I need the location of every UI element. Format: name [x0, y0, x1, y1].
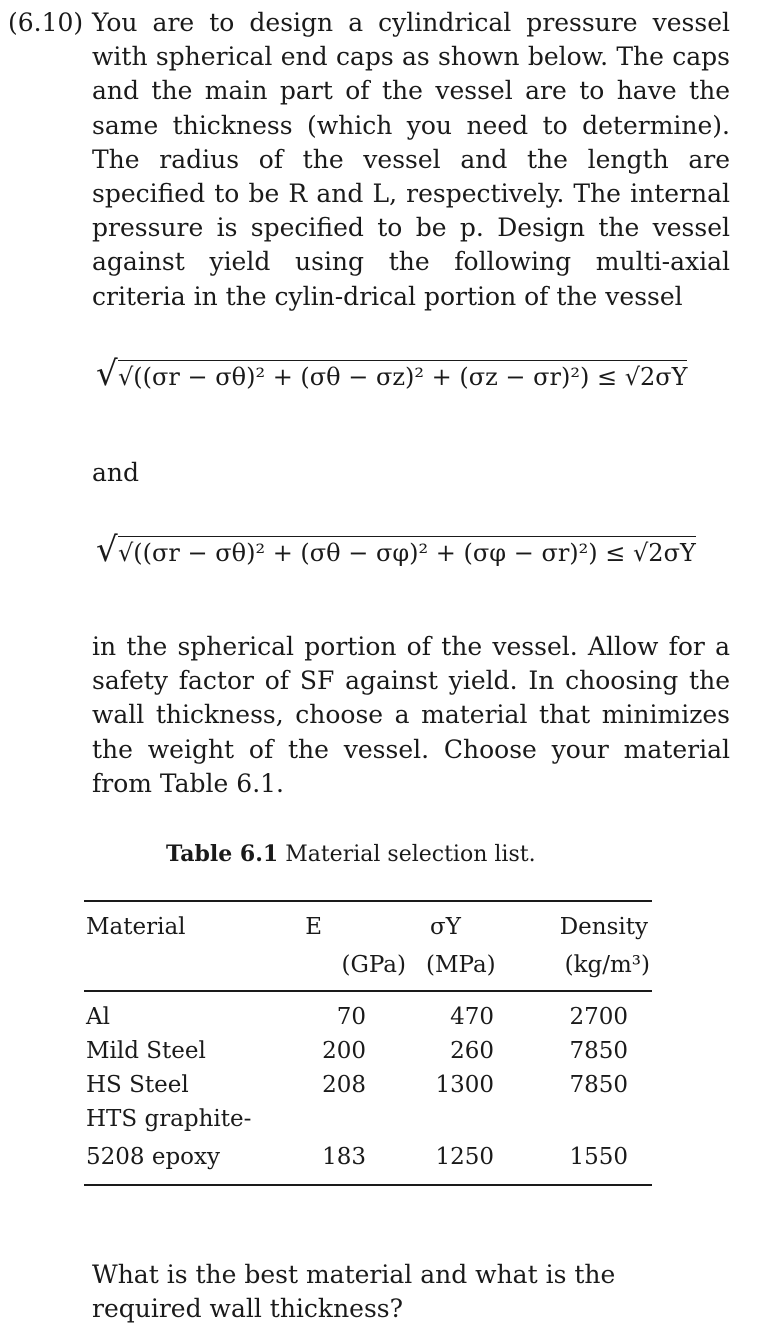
- table-caption-text: Material selection list.: [285, 842, 536, 867]
- cell-material: HS Steel: [86, 1072, 189, 1098]
- problem-continuation: in the spherical portion of the vessel. Allow for a safety factor of SF against yield. In choosing the wall thickness, choose a material that minimizes the weight of the vessel. Choose your material from Table 6.1.: [92, 632, 730, 798]
- cell-density: 7850: [569, 1072, 628, 1098]
- cell-e: 200: [322, 1038, 366, 1064]
- sphere-yield-criterion: √ √((σr − σθ)² + (σθ − σφ)² + (σφ − σr)²) ≤ √2σY: [96, 530, 696, 570]
- header-yield-strength: σY: [430, 914, 461, 940]
- cell-e: 208: [322, 1072, 366, 1098]
- problem-question: What is the best material and what is the required wall thickness?: [92, 1260, 616, 1324]
- connector-text: and: [92, 458, 140, 487]
- cylinder-yield-criterion: √ √((σr − σθ)² + (σθ − σz)² + (σz − σr)²) ≤ √2σY: [96, 354, 688, 394]
- cell-material: 5208 epoxy: [86, 1144, 220, 1170]
- table-bottom-rule: [84, 1184, 652, 1186]
- table-top-rule: [84, 900, 652, 902]
- equation-text: √((σr − σθ)² + (σθ − σφ)² + (σφ − σr)²) ≤ √2σY: [118, 536, 696, 567]
- table-caption-label: Table 6.1: [166, 841, 279, 867]
- header-yield-unit: (MPa): [426, 952, 496, 978]
- cell-material: Al: [86, 1004, 110, 1030]
- header-density-unit: (kg/m³): [564, 952, 650, 978]
- cell-density: 1550: [569, 1144, 628, 1170]
- table-caption: [166, 841, 536, 867]
- header-density: Density: [559, 914, 648, 940]
- problem-number: (6.10): [8, 8, 84, 37]
- cell-yield: 260: [450, 1038, 494, 1064]
- header-material: Material: [86, 914, 186, 940]
- equation-text: √((σr − σθ)² + (σθ − σz)² + (σz − σr)²) ≤ √2σY: [118, 360, 687, 391]
- cell-density: 7850: [569, 1038, 628, 1064]
- cell-yield: 470: [450, 1004, 494, 1030]
- cell-yield: 1300: [435, 1072, 494, 1098]
- cell-material: HTS graphite-: [86, 1106, 252, 1132]
- header-e: E: [305, 914, 322, 940]
- cell-e: 183: [322, 1144, 366, 1170]
- cell-material: Mild Steel: [86, 1038, 206, 1064]
- cell-yield: 1250: [435, 1144, 494, 1170]
- cell-e: 70: [336, 1004, 366, 1030]
- table-header-rule: [84, 990, 652, 992]
- header-e-unit: (GPa): [341, 952, 406, 978]
- problem-intro: You are to design a cylindrical pressure vessel with spherical end caps as shown below. The caps and the main part of the vessel are to have the same thickness (which you need to determine). The radius of the vessel and the length are specified to be R and L, respectively. The internal pressure is specified to be p. Design the vessel against yield using the following multi-axial criteria in the cylin-drical portion of the vessel: [92, 8, 730, 311]
- cell-density: 2700: [569, 1004, 628, 1030]
